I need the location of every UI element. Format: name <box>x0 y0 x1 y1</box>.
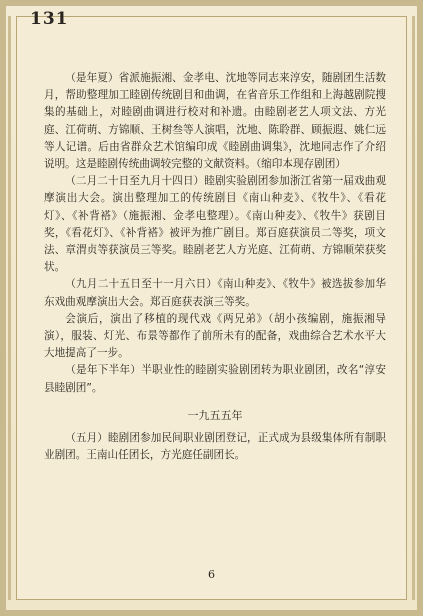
paragraph-6: （五月）睦剧团参加民间职业剧团登记，正式成为县级集体所有制职业剧团。王南山任团长，方光庭任副团长。 <box>44 432 386 462</box>
paragraph-2: （二月二十日至九月十四日）睦剧实验剧团参加浙江省第一届戏曲观摩演出大会。演出整理加工的传统剧目《南山种麦》、《牧牛》、《看花灯》、《补背褡》（施振湘、金孝电整理）。《南山种麦》、《牧牛》获剧目奖，《看花灯》、《补背褡》被评为推广剧目。郑百庭获演员二等奖，项文法、章渭贞等获演员三等奖。睦剧老艺人方光庭、江荷萌、方锦顺荣获奖状。 <box>44 175 386 274</box>
top-page-number: 131 <box>30 9 69 29</box>
bottom-page-number: 6 <box>208 568 215 581</box>
page-edge-right <box>412 16 415 600</box>
paragraph-3: （九月二十五日至十一月六日）《南山种麦》、《牧牛》被选拔参加华东戏曲观摩演出大会。郑百庭获表演三等奖。 <box>44 278 386 308</box>
document-body <box>44 70 386 464</box>
paragraph-5: （是年下半年）半职业性的睦剧实验剧团转为职业剧团，改名“淳安县睦剧团”。 <box>44 364 386 394</box>
paragraph-4: 会演后，演出了移植的现代戏《两兄弟》（胡小孩编剧，施振湘导演），服装、灯光、布景等都作了前所未有的配备，戏曲综合艺术水平大大地提高了一步。 <box>44 312 386 360</box>
paragraph-1: （是年夏）省派施振湘、金孝电、沈地等同志来淳安，随剧团生活数月，帮助整理加工睦剧传统剧目和曲调，在省音乐工作组和上海越剧院搜集的基础上，对睦剧曲调进行校对和补遗。由睦剧老艺人项文法、方光庭、江荷萌、方锦顺、王树叁等人演唱，沈地、陈聆群、顾振遐、姚仁远等人记谱。后由省群众艺术馆编印成《睦剧曲调集》，沈地同志作了介绍说明。这是睦剧传统曲调较完整的文献资料。（缩印本现存剧团） <box>44 72 386 171</box>
year-heading: 一九五五年 <box>187 408 243 422</box>
page-edge-left <box>8 16 11 600</box>
